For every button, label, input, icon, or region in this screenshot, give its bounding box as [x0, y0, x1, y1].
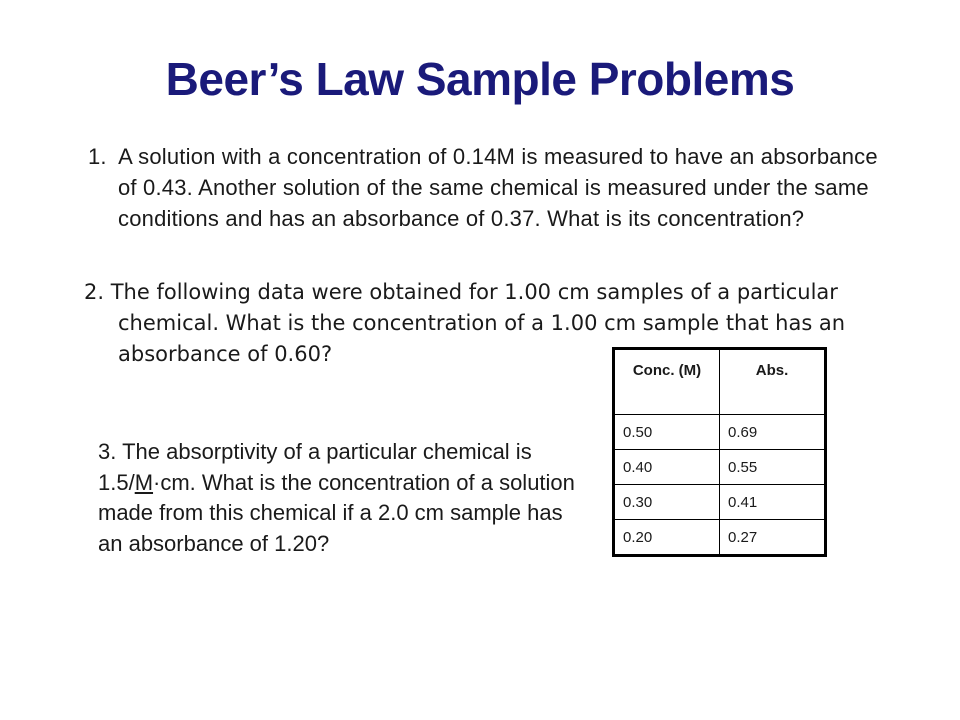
table-cell-abs: 0.41: [720, 485, 826, 520]
problem-3-text-before: The absorptivity of a particular chemical is 1.5/: [98, 439, 532, 495]
table-row: [614, 520, 826, 556]
table-cell-abs: 0.69: [720, 415, 826, 450]
problem-1-number: 1.: [88, 144, 107, 169]
table-row: [614, 485, 826, 520]
table-row: [614, 450, 826, 485]
problem-3: [98, 437, 578, 559]
table-header-conc: Conc. (M): [614, 349, 720, 415]
problem-3-unit: M: [134, 469, 154, 495]
table-header-abs: Abs.: [720, 349, 826, 415]
table-row: [614, 415, 826, 450]
problem-3-text-after: ·cm. What is the concentration of a solution made from this chemical if a 2.0 cm sample has an absorbance of 1.20?: [98, 469, 575, 556]
problem-2-number: 2.: [84, 280, 105, 304]
table-cell-conc: 0.40: [614, 450, 720, 485]
problem-1-text: A solution with a concentration of 0.14M is measured to have an absorbance of 0.43. Another solution of the same chemical is measured under the same conditions and has an absorbance of 0.37. What is its concentration?: [118, 144, 878, 231]
problem-1: [88, 141, 888, 234]
problem-2-text: The following data were obtained for 1.00 cm samples of a particular chemical. What is the concentration of a 1.00 cm sample that has an absorbance of 0.60?: [110, 280, 846, 366]
data-table: [612, 347, 827, 557]
table-header-row: [614, 349, 826, 415]
table-cell-conc: 0.20: [614, 520, 720, 556]
page-title: Beer’s Law Sample Problems: [165, 53, 795, 105]
problem-3-number: 3.: [98, 439, 117, 464]
table-cell-conc: 0.50: [614, 415, 720, 450]
table-cell-abs: 0.27: [720, 520, 826, 556]
table-cell-abs: 0.55: [720, 450, 826, 485]
table-cell-conc: 0.30: [614, 485, 720, 520]
